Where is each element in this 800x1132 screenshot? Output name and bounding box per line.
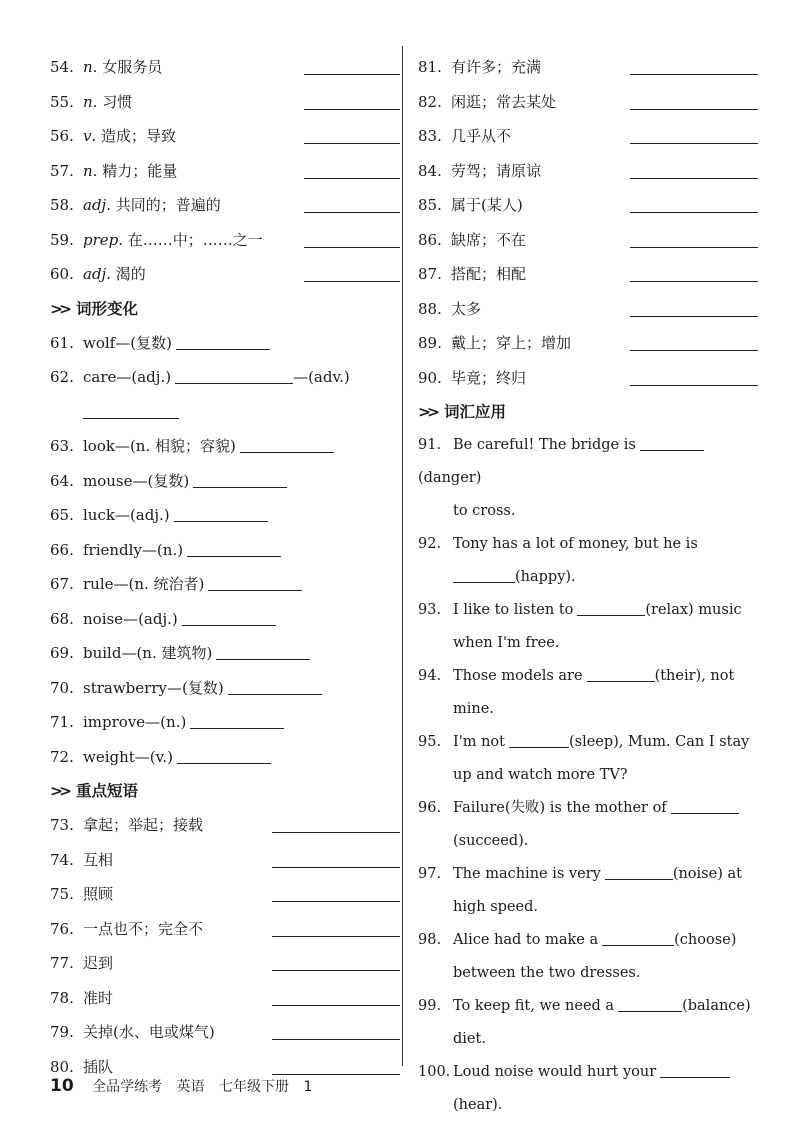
answer-blank[interactable] (304, 247, 400, 248)
double-chevron-icon: >> (50, 299, 68, 318)
answer-blank[interactable] (190, 712, 284, 729)
vocab-item: 56. v. 造成；导致 (50, 119, 400, 154)
phrase-item: 90. 毕竟；终归 (418, 361, 758, 396)
answer-blank[interactable] (630, 143, 758, 144)
word-form-continuation (50, 395, 400, 430)
phrase-item: 86. 缺席；不在 (418, 223, 758, 258)
phrase-item: 74. 互相 (50, 843, 400, 878)
vocab-item: 54. n. 女服务员 (50, 50, 400, 85)
answer-blank[interactable] (272, 901, 400, 902)
section-heading-word-forms: >> 词形变化 (50, 292, 400, 326)
answer-blank[interactable] (630, 385, 758, 386)
phrase-item: 88. 太多 (418, 292, 758, 327)
phrase-item: 87. 搭配；相配 (418, 257, 758, 292)
answer-blank[interactable] (240, 436, 334, 453)
phrase-item: 85. 属于(某人) (418, 188, 758, 223)
answer-blank[interactable] (630, 247, 758, 248)
usage-item: 97. The machine is very (noise) at high speed. (418, 858, 758, 924)
phrase-item: 73. 拿起；举起；接载 (50, 808, 400, 843)
phrase-item: 75. 照顾 (50, 877, 400, 912)
word-form-item: 64. mouse—(复数) (50, 464, 400, 499)
left-column (50, 50, 400, 1084)
word-form-item: 66. friendly—(n.) (50, 533, 400, 568)
vocab-item: 59. prep. 在……中；……之一 (50, 223, 400, 258)
answer-blank[interactable] (605, 863, 673, 880)
usage-item: 96. Failure(失败) is the mother of (succeed). (418, 792, 758, 858)
section-heading-usage: >> 词汇应用 (418, 395, 758, 429)
answer-blank[interactable] (602, 929, 674, 946)
answer-blank[interactable] (216, 643, 310, 660)
section-heading-phrases: >> 重点短语 (50, 774, 400, 808)
answer-blank[interactable] (176, 333, 270, 350)
phrase-item: 89. 戴上；穿上；增加 (418, 326, 758, 361)
answer-blank[interactable] (630, 178, 758, 179)
answer-blank[interactable] (272, 1005, 400, 1006)
vocab-item: 55. n. 习惯 (50, 85, 400, 120)
usage-item: 98. Alice had to make a (choose) between the two dresses. (418, 924, 758, 990)
answer-blank[interactable] (587, 665, 655, 682)
answer-blank[interactable] (630, 316, 758, 317)
page-number: 10 (50, 1076, 74, 1096)
answer-blank[interactable] (618, 995, 682, 1012)
phrase-item: 82. 闲逛；常去某处 (418, 85, 758, 120)
phrase-item: 84. 劳驾；请原谅 (418, 154, 758, 189)
answer-blank[interactable] (304, 281, 400, 282)
word-form-item: 61. wolf—(复数) (50, 326, 400, 361)
answer-blank[interactable] (177, 747, 271, 764)
page-footer (50, 1076, 322, 1096)
answer-blank[interactable] (272, 1039, 400, 1040)
answer-blank[interactable] (453, 566, 515, 583)
answer-blank[interactable] (272, 867, 400, 868)
phrase-item: 77. 迟到 (50, 946, 400, 981)
answer-blank[interactable] (304, 143, 400, 144)
answer-blank[interactable] (272, 970, 400, 971)
answer-blank[interactable] (272, 1074, 400, 1075)
phrase-item: 76. 一点也不；完全不 (50, 912, 400, 947)
vocab-item: 58. adj. 共同的；普遍的 (50, 188, 400, 223)
double-chevron-icon: >> (418, 403, 436, 421)
answer-blank[interactable] (630, 281, 758, 282)
answer-blank[interactable] (272, 936, 400, 937)
answer-blank[interactable] (175, 367, 293, 384)
subject: 英语 (176, 1079, 205, 1095)
answer-blank[interactable] (304, 74, 400, 75)
answer-blank[interactable] (630, 350, 758, 351)
answer-blank[interactable] (577, 599, 645, 616)
answer-blank[interactable] (660, 1061, 730, 1078)
double-chevron-icon: >> (50, 782, 68, 800)
usage-item: 95. I'm not (sleep), Mum. Can I stay up and watch more TV? (418, 726, 758, 792)
unit: 1 (303, 1079, 313, 1095)
answer-blank[interactable] (304, 178, 400, 179)
word-form-item: 63. look—(n. 相貌；容貌) (50, 429, 400, 464)
phrase-item: 79. 关掉(水、电或煤气) (50, 1015, 400, 1050)
usage-item: 91. Be careful! The bridge is(danger) to cross. (418, 429, 758, 528)
answer-blank[interactable] (83, 402, 179, 419)
phrase-item: 83. 几乎从不 (418, 119, 758, 154)
answer-blank[interactable] (630, 109, 758, 110)
answer-blank[interactable] (630, 74, 758, 75)
answer-blank[interactable] (630, 212, 758, 213)
answer-blank[interactable] (182, 609, 276, 626)
word-form-item: 67. rule—(n. 统治者) (50, 567, 400, 602)
answer-blank[interactable] (272, 832, 400, 833)
answer-blank[interactable] (304, 212, 400, 213)
phrase-item: 80. 插队 (50, 1050, 400, 1085)
word-form-item: 68. noise—(adj.) (50, 602, 400, 637)
column-divider (402, 46, 403, 1066)
answer-blank[interactable] (208, 574, 302, 591)
usage-item: 99. To keep fit, we need a (balance) diet. (418, 990, 758, 1056)
answer-blank[interactable] (187, 540, 281, 557)
right-column (418, 50, 758, 1122)
phrase-item: 81. 有许多；充满 (418, 50, 758, 85)
word-form-item: 62. care—(adj.) —(adv.) (50, 368, 350, 386)
answer-blank[interactable] (671, 797, 739, 814)
word-form-item: 65. luck—(adj.) (50, 498, 400, 533)
usage-item: 92. Tony has a lot of money, but he is (happy). (418, 536, 698, 585)
answer-blank[interactable] (193, 471, 287, 488)
usage-item: 94. Those models are (their), not mine. (418, 660, 758, 726)
word-form-item: 69. build—(n. 建筑物) (50, 636, 400, 671)
phrase-item: 78. 准时 (50, 981, 400, 1016)
vocab-item: 57. n. 精力；能量 (50, 154, 400, 189)
word-form-item: 70. strawberry—(复数) (50, 671, 400, 706)
word-form-item: 72. weight—(v.) (50, 740, 400, 775)
answer-blank[interactable] (174, 505, 268, 522)
answer-blank[interactable] (509, 731, 569, 748)
answer-blank[interactable] (228, 678, 322, 695)
answer-blank[interactable] (304, 109, 400, 110)
vocab-item: 60. adj. 渴的 (50, 257, 400, 292)
grade: 七年级下册 (219, 1079, 290, 1095)
usage-item: 100. Loud noise would hurt your (hear). (418, 1056, 758, 1122)
word-form-item: 71. improve—(n.) (50, 705, 400, 740)
usage-item: 93. I like to listen to (relax) music when I'm free. (418, 594, 758, 660)
series-name: 全品学练考 (92, 1079, 163, 1095)
answer-blank[interactable] (640, 434, 704, 451)
